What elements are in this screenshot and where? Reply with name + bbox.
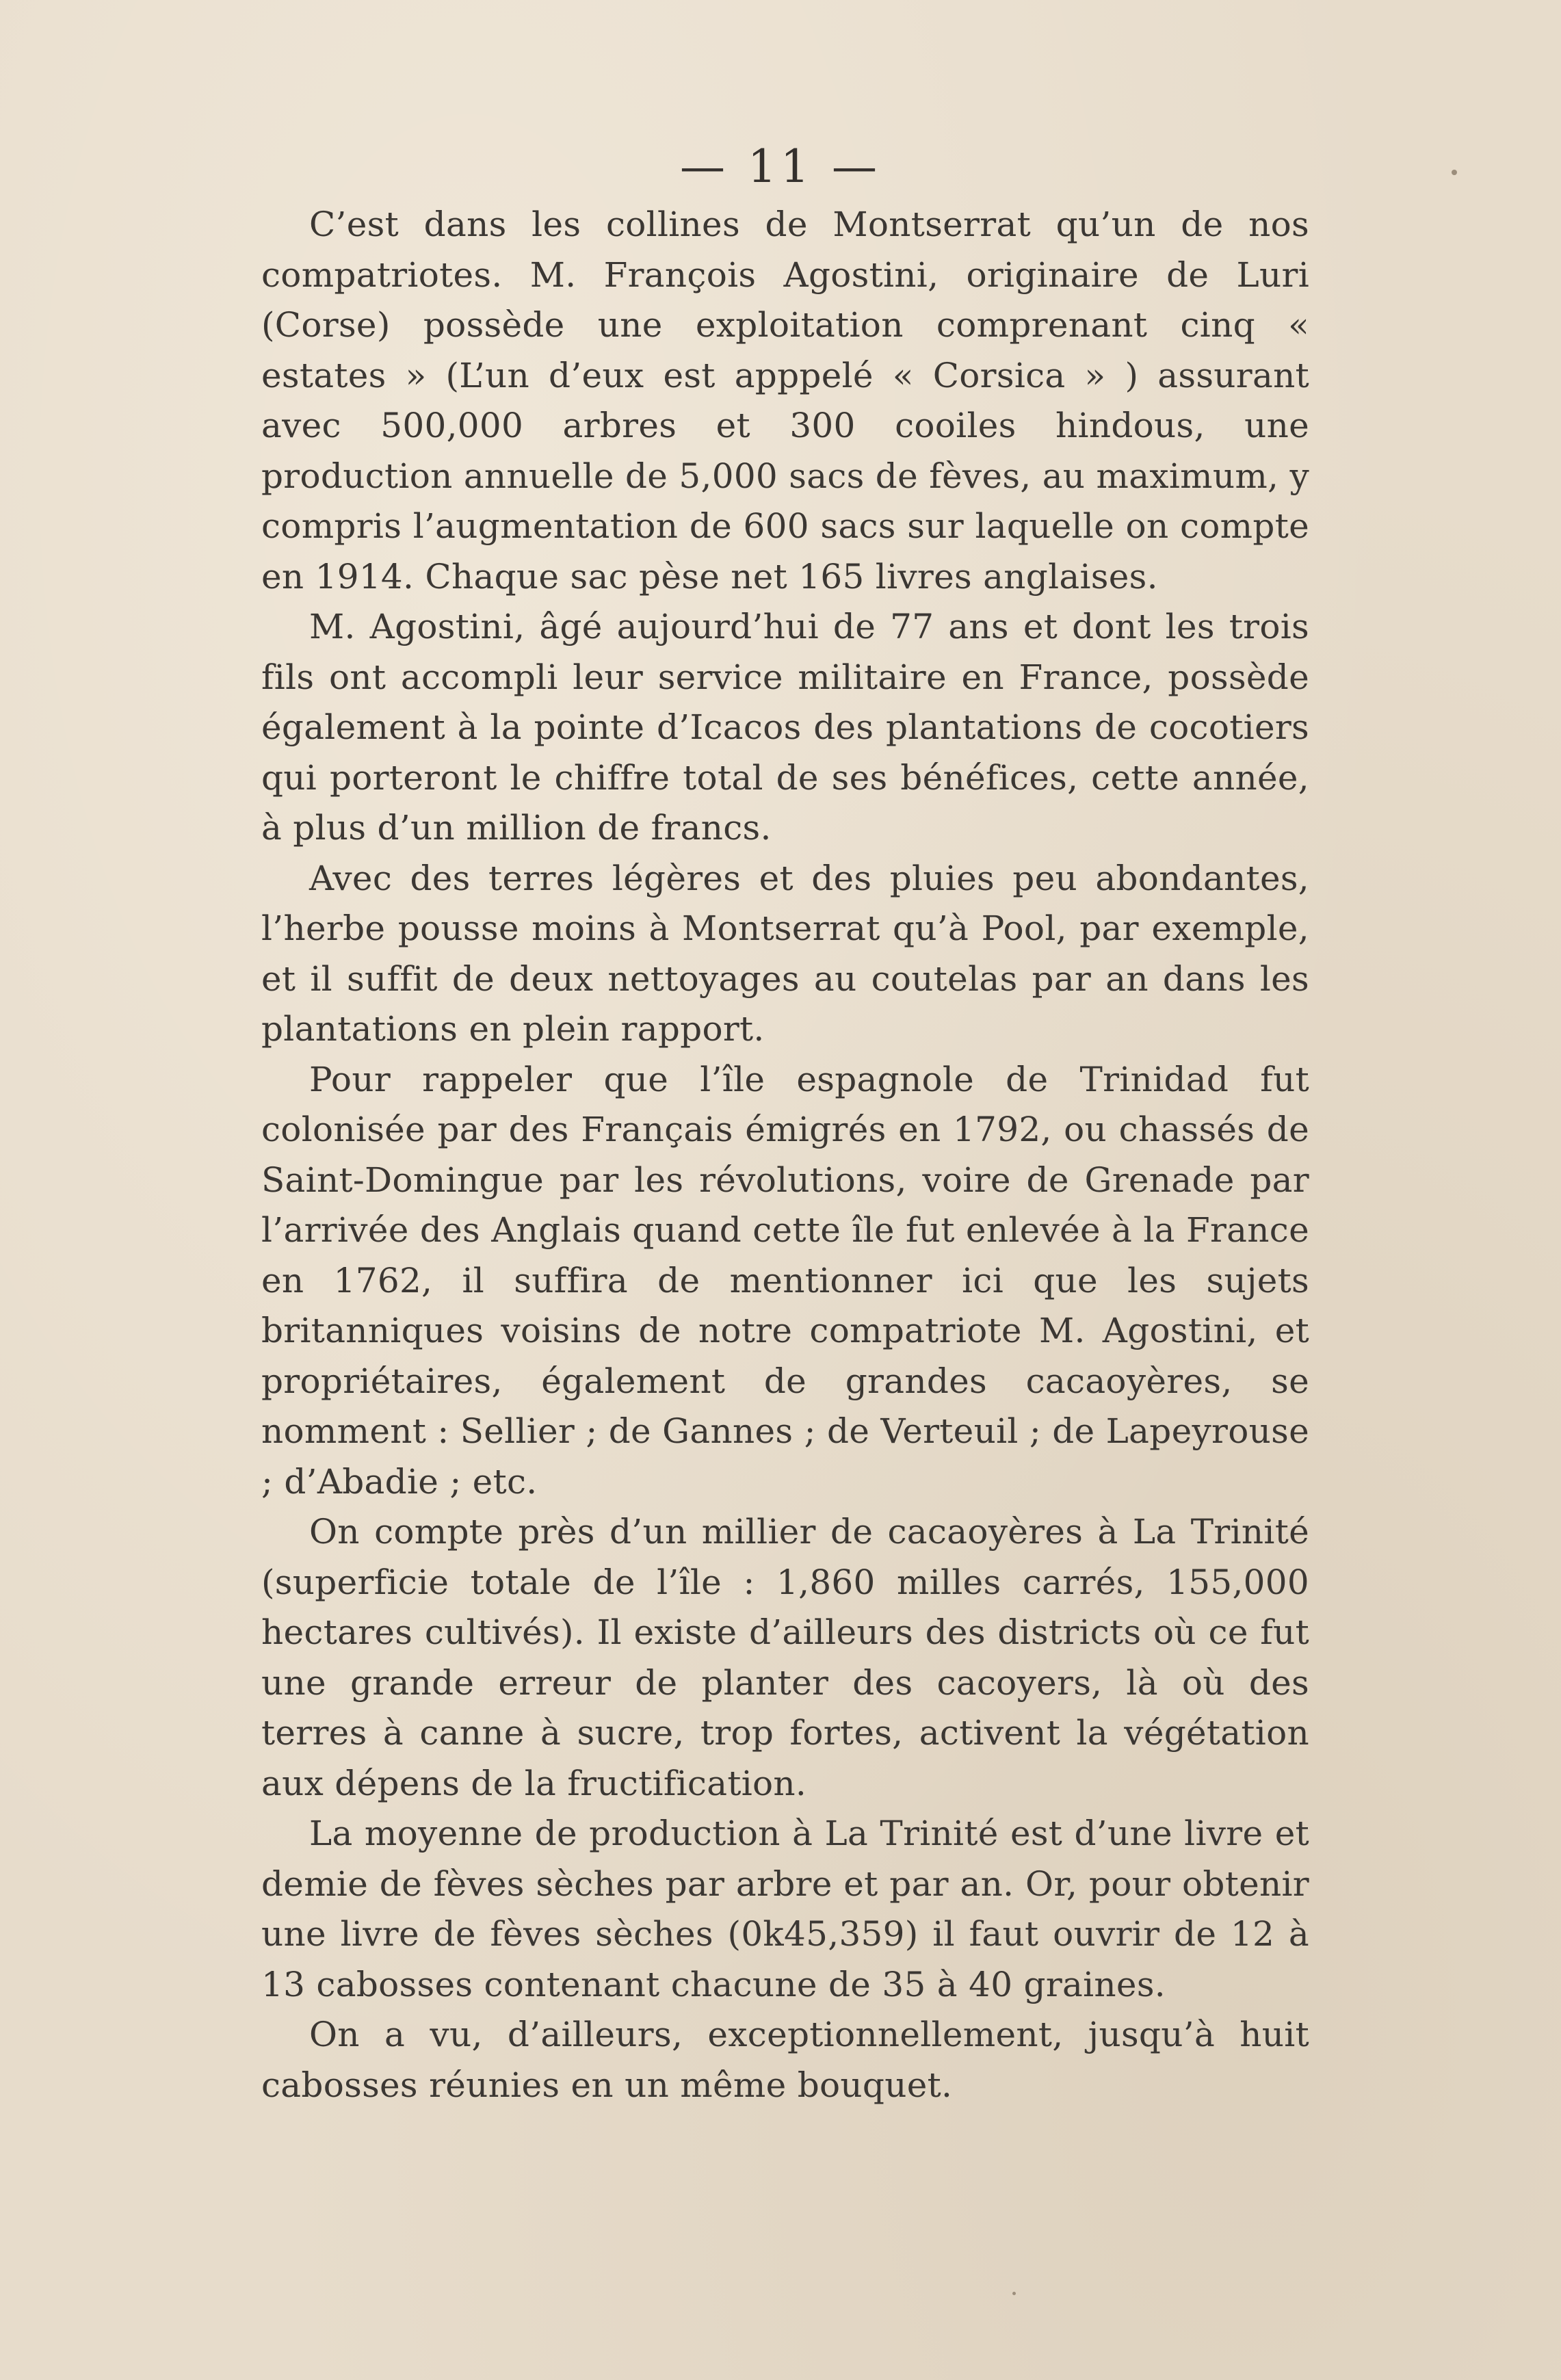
paper-speck [1012, 2292, 1016, 2295]
paragraph-3: Avec des terres légères et des pluies peu abondantes, l’herbe pousse moins à Montserrat qu’à Pool, par exemple, et il suffit de deux nettoyages au coutelas par an dans les plantations en plein rapport. [261, 858, 1309, 1049]
paper-speck [1452, 170, 1457, 175]
paragraph-4: Pour rappeler que l’île espagnole de Trinidad fut colonisée par des Français émigrés en 1792, ou chassés de Saint-Domingue par les révolutions, voire de Grenade par l’arrivée des Anglais quand cette île fut enlevée à la France en 1762, il suffira de mentionner ici que les sujets britanniques voisins de notre compatriote M. Agostini, et propriétaires, également de grandes cacaoyères, se nomment : Sellier ; de Gannes ; de Verteuil ; de Lapeyrouse ; d’Abadie ; etc. [261, 1059, 1309, 1502]
paragraph-7: On a vu, d’ailleurs, exceptionnellement, jusqu’à huit cabosses réunies en un même bouquet. [261, 2015, 1309, 2105]
paragraph-1: C’est dans les collines de Montserrat qu’un de nos compatriotes. M. François Agostini, originaire de Luri (Corse) possède une exploitation comprenant cinq « estates » (L’un d’eux est apppelé « Corsica » ) assurant avec 500,000 arbres et 300 cooiles hindous, une production annuelle de 5,000 sacs de fèves, au maximum, y compris l’augmentation de 600 sacs sur laquelle on compte en 1914. Chaque sac pèse net 165 livres anglaises. [261, 205, 1309, 597]
paragraph-6: La moyenne de production à La Trinité est d’une livre et demie de fèves sèches par arbre et par an. Or, pour obtenir une livre de fèves sèches (0k45,359) il faut ouvrir de 12 à 13 cabosses contenant chacune de 35 à 40 graines. [261, 1814, 1309, 2004]
paragraph-5: On compte près d’un millier de cacaoyères à La Trinité (superficie totale de l’île : 1,860 milles carrés, 155,000 hectares cultivés). Il existe d’ailleurs des districts où ce fut une grande erreur de planter des cacoyers, là où des terres à canne à sucre, trop fortes, activent la végétation aux dépens de la fructification. [261, 1512, 1309, 1803]
body-text [261, 200, 1309, 2110]
paragraph-2: M. Agostini, âgé aujourd’hui de 77 ans et dont les trois fils ont accompli leur service militaire en France, possède également à la pointe d’Icacos des plantations de cocotiers qui porteront le chiffre total de ses bénéfices, cette année, à plus d’un million de francs. [261, 607, 1309, 848]
page-number: — 11 — [680, 140, 881, 193]
